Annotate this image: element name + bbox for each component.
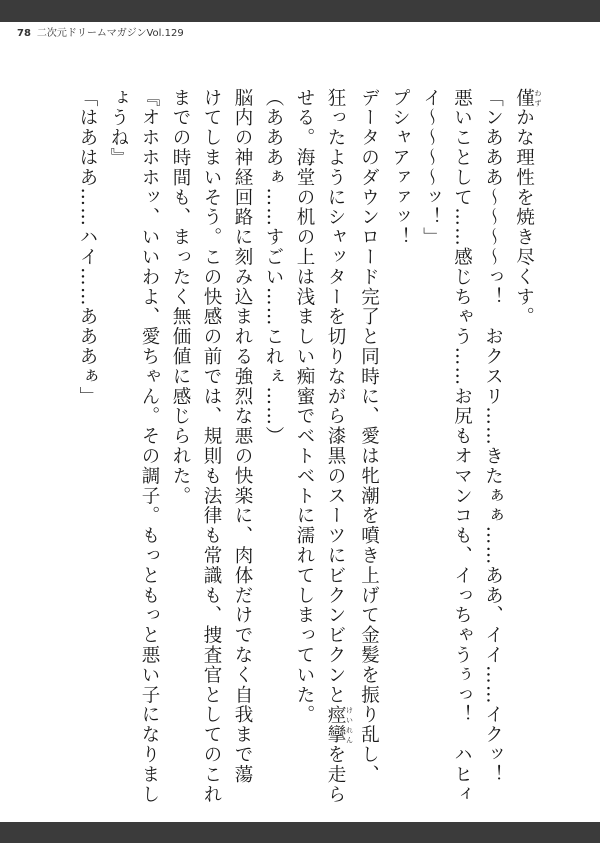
text-line: 「はあはあ……ハイ……あああぁ」 bbox=[77, 88, 98, 407]
ruby-word: 痙攣 けいれん bbox=[325, 704, 354, 745]
text-line: 「ンあああ～～～～っ！ おクスリ……きたぁぁ……ああ、イイ……イクッ！ bbox=[482, 88, 504, 785]
text-line: けてしまいそう。この快感の前では、規則も法律も常識も、捜査官としてのこれ bbox=[201, 88, 222, 805]
bottom-toolbar bbox=[0, 822, 600, 843]
text-line: 狂ったようにシャッターを切りながら漆黒のスーツにビクンビクンと痙攣 けいれんを走ら bbox=[325, 88, 354, 805]
magazine-title: 二次元ドリームマガジンVol.129 bbox=[36, 28, 184, 39]
text-line: 僅 わずかな理性を焼き尽くす。 bbox=[513, 88, 542, 327]
ruby-word: 僅 わず bbox=[513, 88, 542, 108]
text-line: プシャアァァッ！ bbox=[389, 88, 411, 248]
text-line: せる。海堂の机の上は浅ましい痴蜜でベトベトに濡れてしまっていた。 bbox=[294, 88, 315, 725]
text-line: までの時間も、まったく無価値に感じられた。 bbox=[170, 88, 191, 506]
text-line: データのダウンロード完了と同時に、愛は牝潮を噴き上げて金髪を振り乱し、 bbox=[358, 88, 380, 785]
vertical-body-text bbox=[22, 88, 542, 805]
text-line: 脳内の神経回路に刻み込まれる強烈な悪の快楽に、肉体だけでなく自我まで蕩 bbox=[232, 88, 253, 785]
text-line: イ～～～～ッ！」 bbox=[420, 88, 442, 248]
page-number: 78 bbox=[17, 28, 31, 39]
text-line: 悪いことして……感じちゃう……お尻もオマンコも、イっちゃうぅっ！ ハヒィ bbox=[451, 88, 473, 805]
text-line: （あああぁ……すごい……これぇ……） bbox=[263, 88, 284, 447]
top-toolbar bbox=[0, 0, 600, 22]
text-line: 『オホホホッ、いいわよ、愛ちゃん。その調子。もっともっと悪い子になりまし bbox=[139, 88, 160, 805]
text-line: ょうね』 bbox=[108, 88, 129, 168]
running-head bbox=[17, 24, 184, 39]
